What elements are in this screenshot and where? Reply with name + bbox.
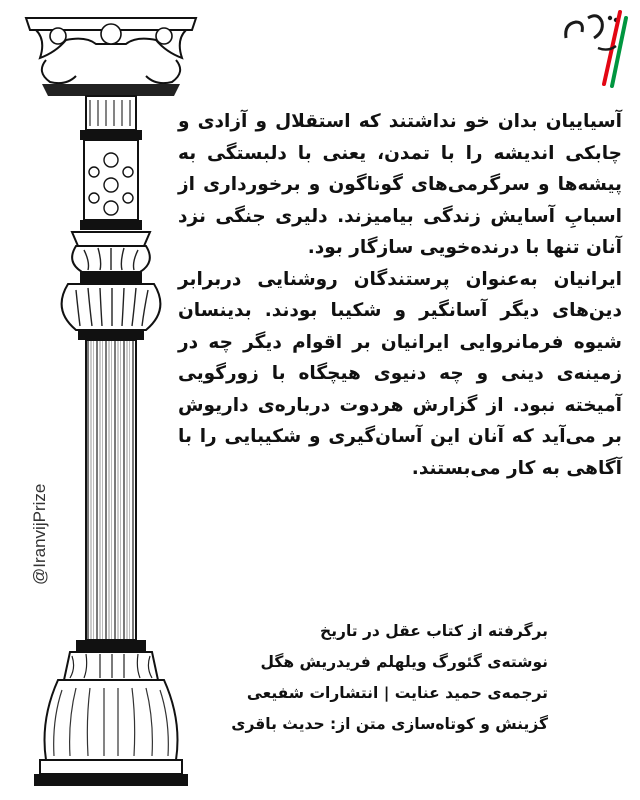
instagram-handle-watermark: @IranvijPrize xyxy=(30,483,49,585)
quote-text xyxy=(178,106,622,484)
credit-translation: ترجمه‌ی حمید عنایت | انتشارات شفیعی xyxy=(246,684,548,702)
credit-source: برگرفته از کتاب عقل در تاریخ xyxy=(320,622,548,640)
logo-mark-icon xyxy=(558,8,630,88)
credit-selection: گزینش و کوتاه‌سازی متن از: حدیث باقری xyxy=(231,715,548,733)
iranvij-logo xyxy=(558,8,630,88)
source-credits xyxy=(188,616,548,740)
paragraph-2: ایرانیان به‌عنوان پرستندگان روشنایی دربرابر دین‌های دیگر آسانگیر و شکیبا بودند. بدینسان شیوه فرمانروایی ایرانیان بر اقوام دیگر چه در زمینه‌ی دینی و چه دنیوی هیچگاه با زورگویی آمیخته نبود. از گزارش هردوت درباره‌ی داریوش بر می‌آید که آنان این آسان‌گیری و شکیبایی را با آگاهی به کار می‌بستند. xyxy=(178,268,622,479)
paragraph-1: آسیاییان بدان خو نداشتند که استقلال و آزادی و چابکی اندیشه را با تمدن، یعنی با دلبستگی به پیشه‌ها و سرگرمی‌های گوناگون و برخورداری از اسبابِ آسایش زندگی بیامیزند. دلیری جنگی نزد آنان تنها با درنده‌خویی سازگار بود. xyxy=(178,111,622,258)
credit-author: نوشته‌ی گئورگ ویلهلم فریدریش هگل xyxy=(260,653,548,671)
